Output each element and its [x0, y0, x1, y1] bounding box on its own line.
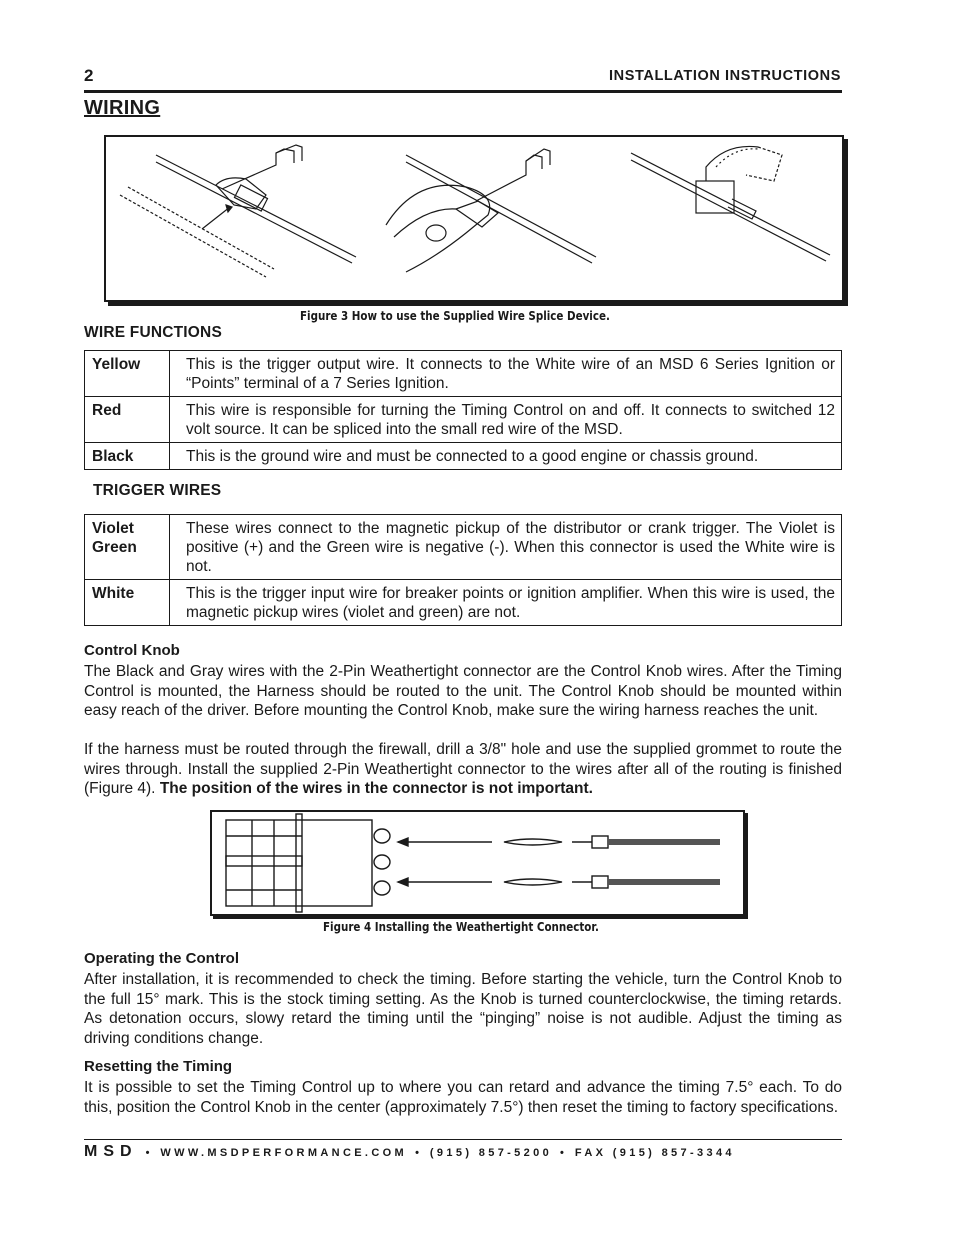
wire-description: This is the ground wire and must be connected to a good engine or chassis ground.: [170, 443, 842, 470]
control-knob-heading: Control Knob: [84, 642, 180, 659]
wire-description: This is the trigger input wire for breaker points or ignition amplifier. When this wire is used, the magnetic pickup wires (violet and green) are not.: [170, 580, 842, 626]
operating-heading: Operating the Control: [84, 950, 239, 967]
wire-description: This wire is responsible for turning the Timing Control on and off. It connects to switched 12 volt source. It can be spliced into the small red wire of the MSD.: [170, 397, 842, 443]
wire-name-violet: Violet: [92, 520, 134, 537]
trigger-wires-table: [84, 514, 842, 626]
figure-4-caption: Figure 4 Installing the Weathertight Connector.: [323, 920, 599, 934]
control-knob-emphasis: The position of the wires in the connector is not important.: [159, 780, 593, 797]
header-rule: [84, 90, 842, 93]
wire-name: White: [85, 580, 170, 626]
wire-name: Yellow: [85, 351, 170, 397]
resetting-heading: Resetting the Timing: [84, 1058, 233, 1075]
page-number: 2: [84, 66, 94, 85]
wire-description: This is the trigger output wire. It connects to the White wire of an MSD 6 Series Ignition or “Points” terminal of a 7 Series Ignition.: [170, 351, 842, 397]
table-row: [85, 351, 842, 397]
table-row: [85, 397, 842, 443]
footer-separator: •: [415, 1147, 422, 1159]
footer-website: WWW.MSDPERFORMANCE.COM: [160, 1147, 408, 1159]
wire-name: Red: [85, 397, 170, 443]
table-row: [85, 580, 842, 626]
header-title: INSTALLATION INSTRUCTIONS: [609, 68, 841, 84]
figure-4-connector-illustration: [210, 810, 745, 916]
wire-functions-title: WIRE FUNCTIONS: [84, 324, 222, 341]
operating-paragraph: After installation, it is recommended to check the timing. Before starting the vehicle, turn the Control Knob to the full 15° mark. This is the stock timing setting. As the Knob is turned counterclockwise, the timing retards. As detonation occurs, slowy retard the timing until the “pinging” noise is not audible. Adjust the timing as driving conditions change.: [84, 971, 842, 1047]
wire-name-green: Green: [92, 539, 137, 556]
table-row: [85, 515, 842, 580]
footer-fax: FAX (915) 857-3344: [574, 1147, 735, 1159]
footer: [84, 1143, 842, 1161]
weathertight-connector-drawing: [212, 812, 743, 914]
footer-phone: (915) 857-5200: [429, 1147, 553, 1159]
control-knob-paragraph-2: [84, 740, 842, 799]
table-row: [85, 443, 842, 470]
footer-rule: [84, 1139, 842, 1140]
section-title: WIRING: [84, 97, 161, 119]
footer-brand: MSD: [84, 1143, 138, 1160]
footer-separator: •: [145, 1147, 153, 1159]
wire-description: These wires connect to the magnetic pickup of the distributor or crank trigger. The Violet is positive (+) and the Green wire is negative (-). When this connector is used the White wire is not.: [170, 515, 842, 580]
wire-functions-table: [84, 350, 842, 470]
wire-name: Black: [85, 443, 170, 470]
control-knob-paragraph-2-text: If the harness must be routed through the firewall, drill a 3/8" hole and use the supplied grommet to route the wires through. Install the supplied 2-Pin Weathertight connector to the wires after all of the routing is finished (Figure 4).: [84, 741, 842, 797]
figure-3-splice-illustration: [104, 135, 844, 302]
figure-3-caption: Figure 3 How to use the Supplied Wire Splice Device.: [300, 309, 610, 323]
control-knob-paragraph-1: The Black and Gray wires with the 2-Pin Weathertight connector are the Control Knob wires. After the Timing Control is mounted, the Harness should be routed to the unit. The Control Knob should be mounted within easy reach of the driver. Before mounting the Control Knob, make sure the wiring harness reaches the unit.: [84, 663, 842, 719]
trigger-wires-title: TRIGGER WIRES: [93, 482, 222, 499]
footer-separator: •: [560, 1147, 567, 1159]
wire-name: [85, 515, 170, 580]
resetting-paragraph: It is possible to set the Timing Control up to where you can retard and advance the timing 7.5° each. To do this, position the Control Knob in the center (approximately 7.5°) then reset the timing to factory specifications.: [84, 1079, 842, 1116]
splice-device-drawing: [106, 137, 842, 300]
